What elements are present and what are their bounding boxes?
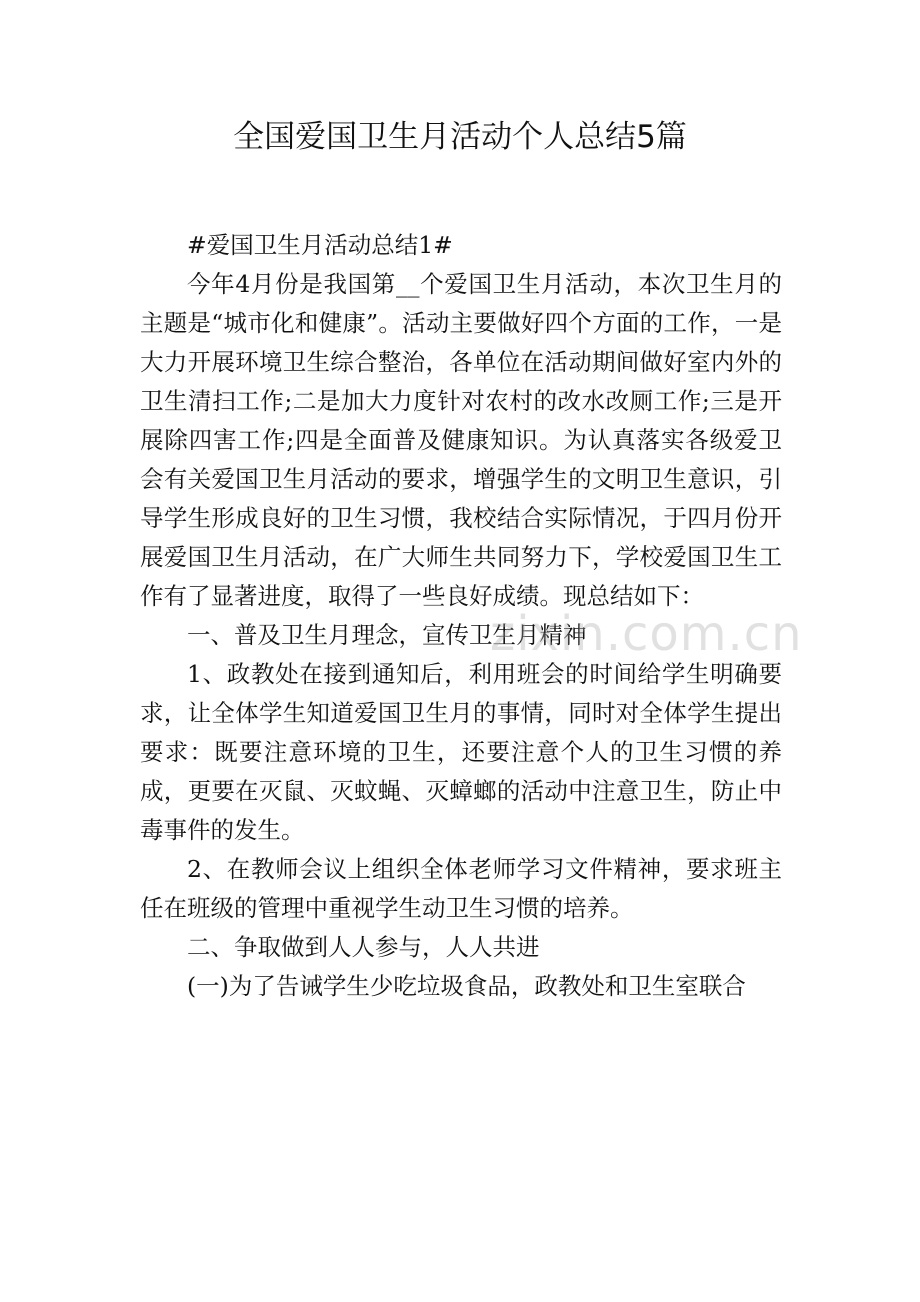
- subsection-heading: 一、普及卫生月理念，宣传卫生月精神: [187, 621, 587, 649]
- document-body: [140, 226, 782, 1006]
- body-paragraph: (一)为了告诫学生少吃垃圾食品，政教处和卫生室联合: [187, 972, 746, 1000]
- body-paragraph: 今年4月份是我国第__个爱国卫生月活动，本次卫生月的主题是“城市化和健康”。活动主要做好四个方面的工作，一是大力开展环境卫生综合整治，各单位在活动期间做好室内外的卫生清扫工作;二是加大力度针对农村的改水改厕工作;三是开展除四害工作;四是全面普及健康知识。为认真落实各级爱卫会有关爱国卫生月活动的要求，增强学生的文明卫生意识，引导学生形成良好的卫生习惯，我校结合实际情况，于四月份开展爱国卫生月活动，在广大师生共同努力下，学校爱国卫生工作有了显著进度，取得了一些良好成绩。现总结如下：: [140, 270, 782, 610]
- subsection-heading: 二、争取做到人人参与，人人共进: [187, 933, 540, 961]
- section-heading: #爱国卫生月活动总结1#: [187, 231, 453, 259]
- watermark: zixin.com.cn: [490, 606, 803, 662]
- document-title: 全国爱国卫生月活动个人总结5篇: [233, 119, 687, 155]
- body-paragraph: 2、在教师会议上组织全体老师学习文件精神，要求班主任在班级的管理中重视学生动卫生习惯的培养。: [140, 855, 782, 922]
- body-paragraph: 1、政教处在接到通知后，利用班会的时间给学生明确要求，让全体学生知道爱国卫生月的事情，同时对全体学生提出要求：既要注意环境的卫生，还要注意个人的卫生习惯的养成，更要在灭鼠、灭蚊蝇、灭蟑螂的活动中注意卫生，防止中毒事件的发生。: [140, 660, 782, 844]
